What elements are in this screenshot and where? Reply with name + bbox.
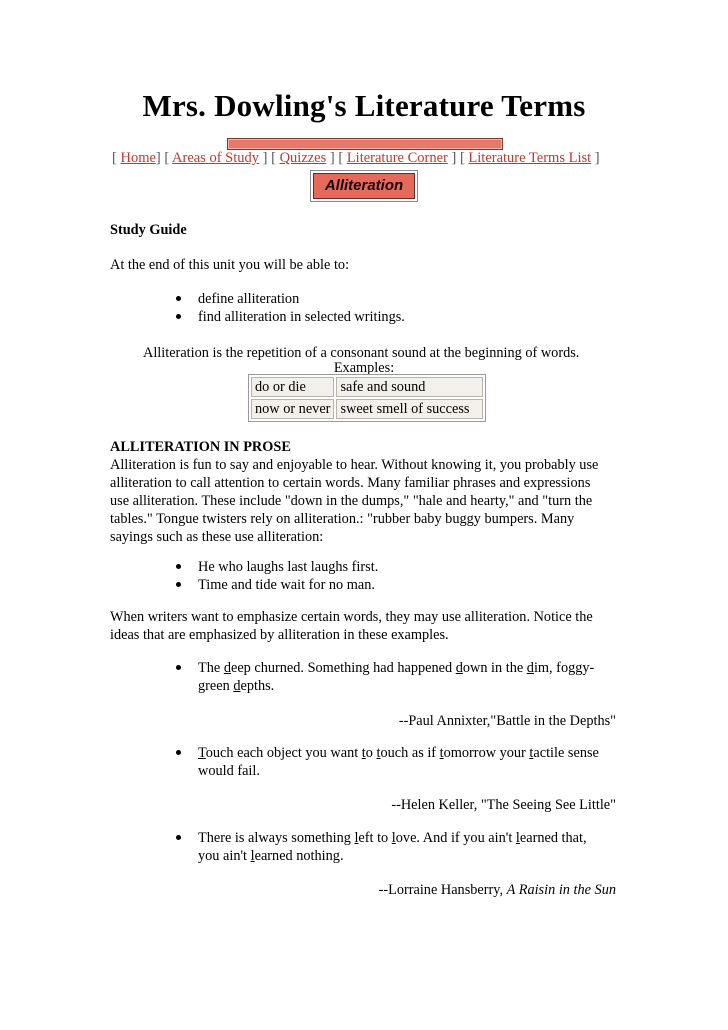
examples-table xyxy=(248,374,486,422)
book-title: A Raisin in the Sun xyxy=(506,882,616,898)
prose-line: ideas that are emphasized by alliteration in these examples. xyxy=(110,627,449,643)
nav-corner-link[interactable]: Literature Corner xyxy=(346,150,448,166)
page-title: Mrs. Dowling's Literature Terms xyxy=(142,88,586,123)
quote-text: Touch each object you want to touch as if tomorrow your tactile sense xyxy=(198,745,599,761)
study-intro: At the end of this unit you will be able to: xyxy=(110,257,350,273)
bullet-icon xyxy=(176,835,181,840)
study-guide-heading: Study Guide xyxy=(110,222,187,238)
quote-text: There is always something left to love. And if you ain't learned that, xyxy=(198,830,587,846)
prose-line: alliteration to call attention to certain words. Many familiar phrases and expressions xyxy=(110,475,591,491)
table-cell: sweet smell of success xyxy=(336,399,483,419)
nav-home-link[interactable]: Home xyxy=(120,150,156,166)
quote-attribution: --Helen Keller, "The Seeing See Little" xyxy=(391,797,616,813)
quote-attribution: --Paul Annixter,"Battle in the Depths" xyxy=(398,713,616,729)
quote-attribution: --Lorraine Hansberry, A Raisin in the Sun xyxy=(378,882,616,898)
definition: Alliteration is the repetition of a consonant sound at the beginning of words. xyxy=(143,345,580,361)
table-row xyxy=(251,399,483,419)
table-cell: do or die xyxy=(251,377,334,397)
bullet-icon xyxy=(176,582,181,587)
table-row xyxy=(251,377,483,397)
nav-quizzes-link[interactable]: Quizzes xyxy=(279,150,327,166)
prose-line: Alliteration is fun to say and enjoyable to hear. Without knowing it, you probably use xyxy=(110,457,599,473)
table-cell: safe and sound xyxy=(336,377,483,397)
prose-line: sayings such as these use alliteration: xyxy=(110,529,324,545)
quote-text: you ain't learned nothing. xyxy=(198,848,344,864)
prose-line: tables." Tongue twisters rely on alliteration.: "rubber baby buggy bumpers. Many xyxy=(110,511,575,527)
bullet-icon xyxy=(176,750,181,755)
prose-heading: ALLITERATION IN PROSE xyxy=(110,439,291,455)
decorative-red-bar xyxy=(227,138,503,150)
nav-areas-link[interactable]: Areas of Study xyxy=(172,150,260,166)
term-title-box xyxy=(310,170,418,202)
term-title: Alliteration xyxy=(313,173,415,199)
quote-text: The deep churned. Something had happened down in the dim, foggy- xyxy=(198,660,595,676)
bullet-icon xyxy=(176,314,181,319)
table-cell: now or never xyxy=(251,399,334,419)
bullet-icon xyxy=(176,564,181,569)
nav-list-link[interactable]: Literature Terms List xyxy=(468,150,592,166)
examples-label: Examples: xyxy=(333,360,395,376)
bullet-icon xyxy=(176,665,181,670)
prose-line: When writers want to emphasize certain words, they may use alliteration. Notice the xyxy=(110,609,593,625)
quote-text: green depths. xyxy=(198,678,275,694)
quote-text: would fail. xyxy=(198,763,260,779)
bullet-icon xyxy=(176,296,181,301)
prose-line: use alliteration. These include "down in the dumps," "hale and hearty," and "turn the xyxy=(110,493,593,509)
nav-links: [ Home] [ Areas of Study ] [ Quizzes ] [ Literature Corner ] [ Literature Terms List ] xyxy=(112,150,600,166)
